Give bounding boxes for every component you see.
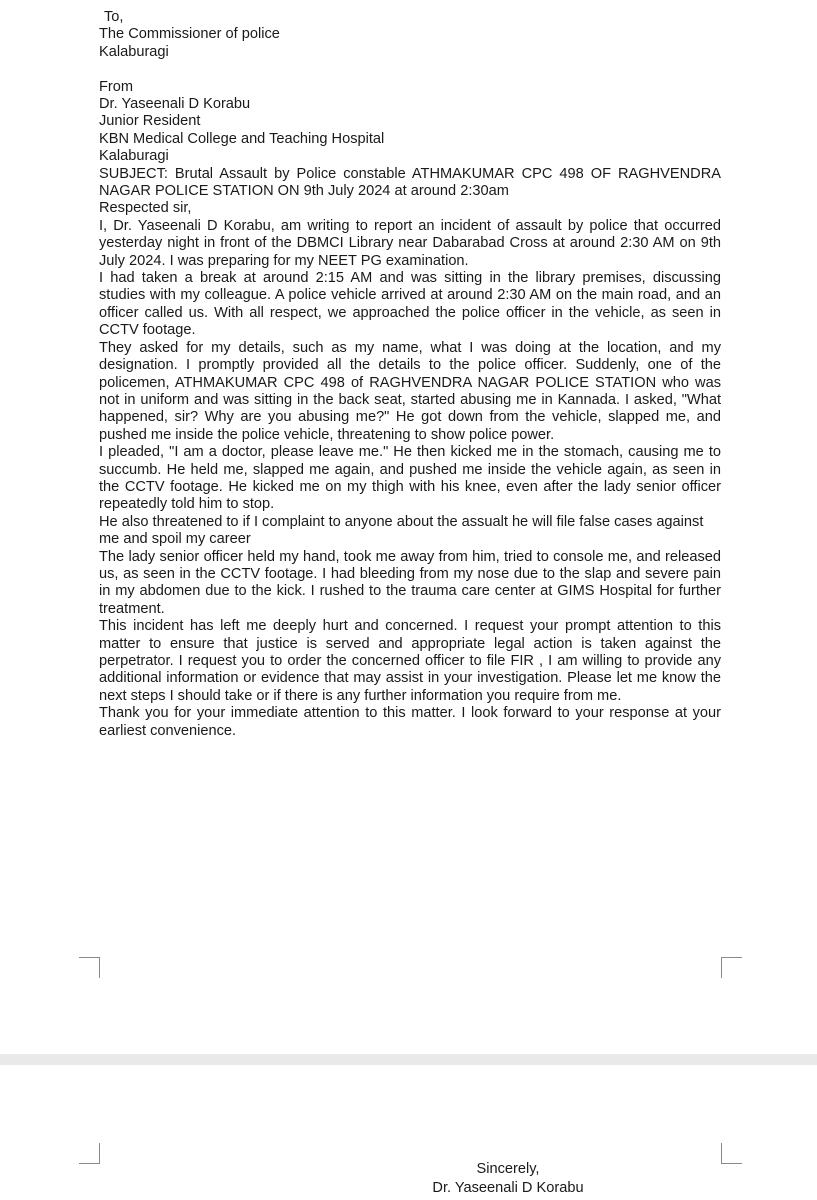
closing-word: Sincerely, — [476, 1161, 540, 1177]
sender-name: Dr. Yaseenali D Korabu — [99, 96, 251, 113]
page-break — [0, 1054, 817, 1065]
recipient-title: The Commissioner of police — [99, 26, 280, 43]
margin-crop-mark-bottom-right — [721, 1143, 742, 1164]
subject-line: SUBJECT: Brutal Assault by Police constable ATHMAKUMAR CPC 498 OF RAGHVENDRA NAGAR POLICE STATION ON 9th July 2024 at around 2:30am — [99, 165, 721, 200]
sender-block — [99, 79, 721, 166]
from-heading: From — [99, 78, 134, 95]
paragraph-pleaded: I pleaded, "I am a doctor, please leave me." He then kicked me in the stomach, causing me to succumb. He held me, slapped me again, and pushed me inside the vehicle again, as seen in the CCTV footage. He kicked me on my thigh with his knee, even after the lady senior officer repeatedly told him to stop. — [99, 444, 721, 513]
sender-city: Kalaburagi — [99, 148, 169, 165]
recipient-city: Kalaburagi — [99, 43, 169, 60]
paragraph-senior-officer: The lady senior officer held my hand, took me away from him, tried to console me, and released us, as seen in the CCTV footage. I had bleeding from my nose due to the slap and severe pain in my abdomen due to the kick. I rushed to the trauma care center at GIMS Hospital for further treatment. — [99, 548, 721, 617]
margin-crop-mark-top-left — [79, 957, 100, 978]
paragraph-intro: I, Dr. Yaseenali D Korabu, am writing to report an incident of assault by police that occurred yesterday night in front of the DBMCI Library near Dabarabad Cross at around 2:30 AM on 9th July 2024. I was preparing for my NEET PG examination. — [99, 217, 721, 269]
margin-crop-mark-bottom-left — [79, 1143, 100, 1164]
margin-crop-mark-top-right — [721, 957, 742, 978]
recipient-block — [99, 9, 721, 61]
salutation: Respected sir, — [99, 200, 192, 217]
sender-designation: Junior Resident — [99, 113, 201, 130]
closing-block — [408, 1160, 608, 1198]
paragraph-threat: He also threatened to if I complaint to anyone about the assualt he will file false cases against me and spoil my career — [99, 513, 704, 548]
to-heading: To, — [104, 9, 124, 25]
paragraph-details-asked: They asked for my details, such as my name, what I was doing at the location, and my designation. I promptly provided all the details to the police officer. Suddenly, one of the policemen, ATHMAKUMAR CPC 498 of RAGHVENDRA NAGAR POLICE STATION who was not in uniform and was sitting in the back seat, started abusing me in Kannada. I asked, "What happened, sir? Why are you abusing me?" He got down from the vehicle, slapped me, and pushed me inside the police vehicle, threatening to show police power. — [99, 339, 721, 443]
paragraph-thanks: Thank you for your immediate attention to this matter. I look forward to your response at your earliest convenience. — [99, 705, 721, 739]
sender-institution: KBN Medical College and Teaching Hospital — [99, 130, 385, 147]
letter-body — [99, 9, 721, 740]
paragraph-request: This incident has left me deeply hurt and concerned. I request your prompt attention to this matter to ensure that justice is served and appropriate legal action is taken against the perpetrator. I request you to order the concerned officer to file FIR , I am willing to provide any additional information or evidence that may assist in your investigation. Please let me know the next steps I should take or if there is any further information you require from me. — [99, 618, 721, 704]
paragraph-break-time: I had taken a break at around 2:15 AM and was sitting in the library premises, discussing studies with my colleague. A police vehicle arrived at around 2:30 AM on the main road, and an officer called us. With all respect, we approached the police officer in the vehicle, as seen in CCTV footage. — [99, 270, 721, 339]
signature-name: Dr. Yaseenali D Korabu — [432, 1180, 584, 1196]
